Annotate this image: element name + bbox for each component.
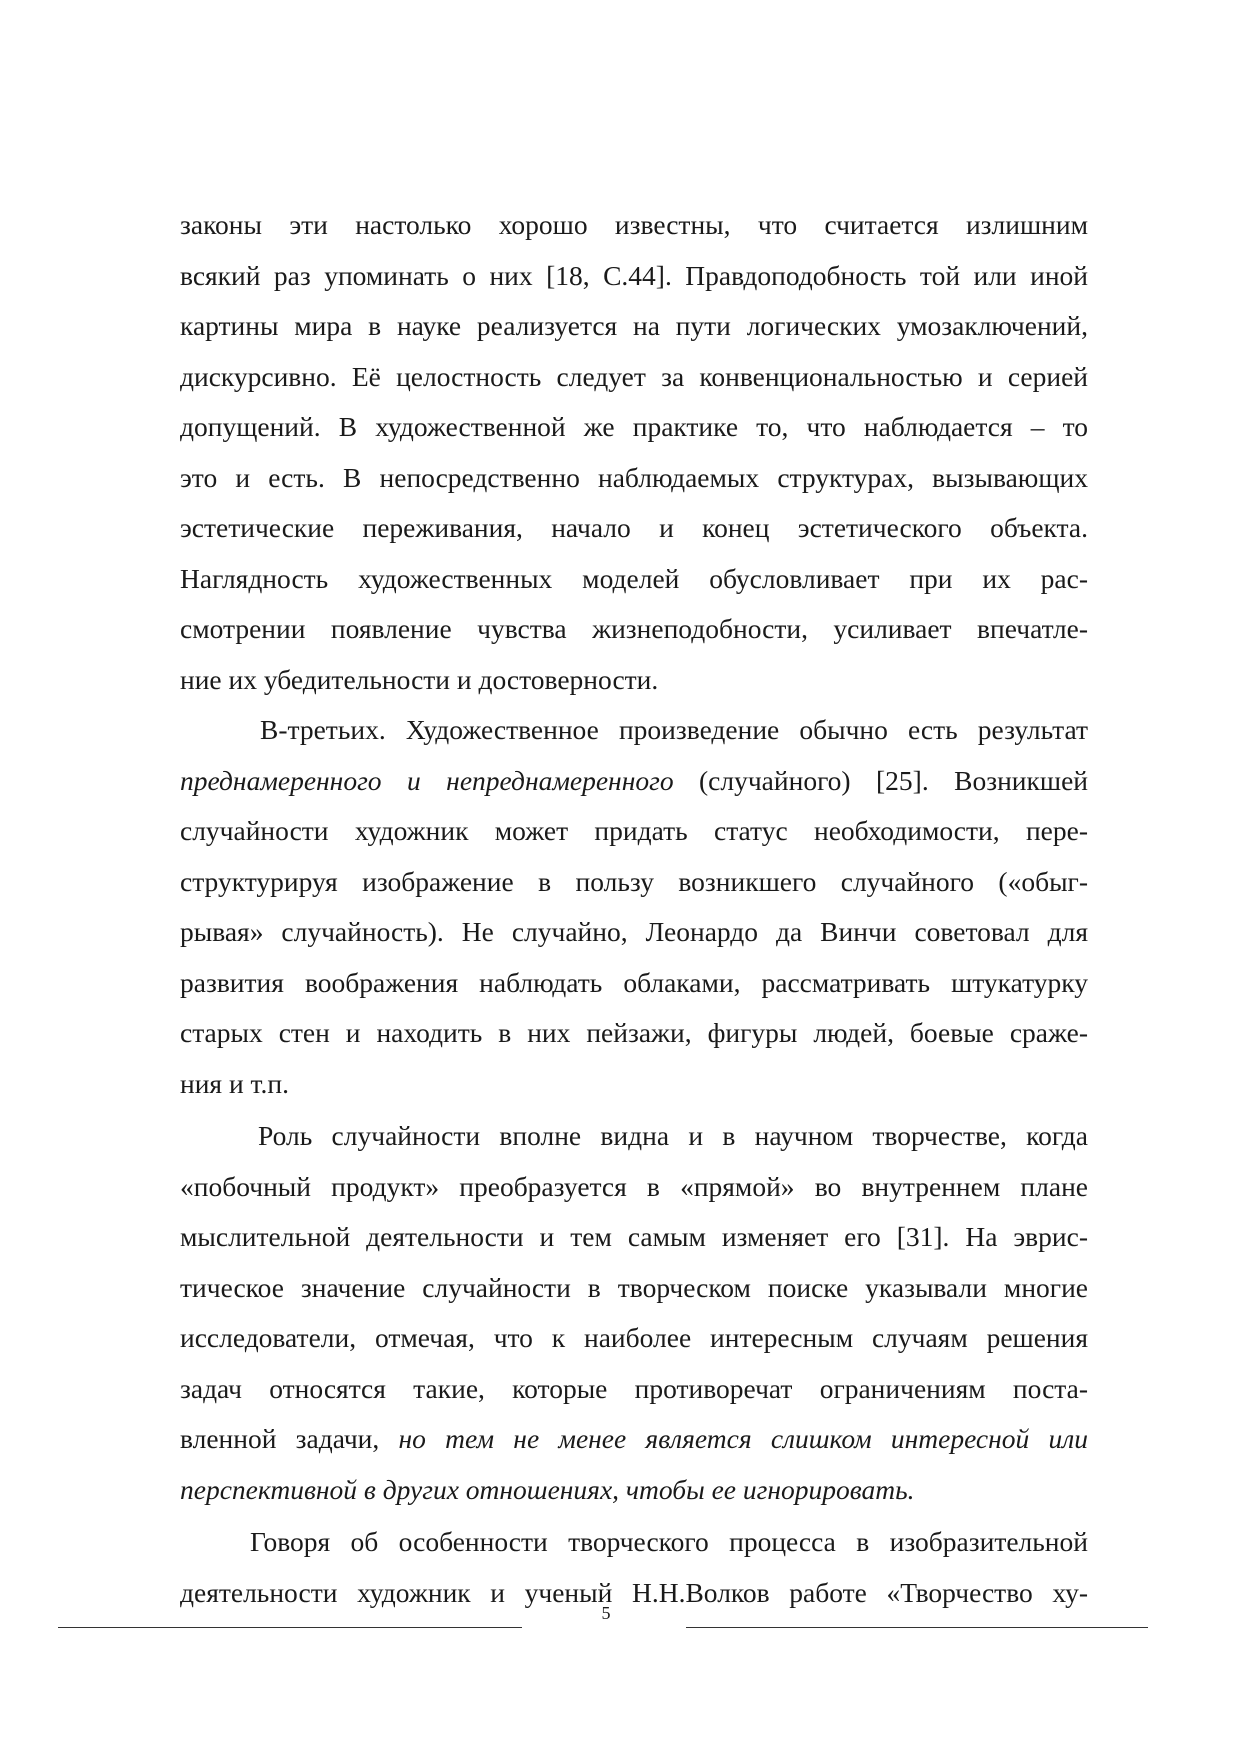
paragraph: [180, 705, 1088, 1109]
body-text: [180, 200, 1088, 1618]
text-line: законы эти настолько хорошо известны, что считается излишним: [180, 209, 1088, 240]
text-line: [180, 1465, 1088, 1516]
italic-text: перспективной в других отношениях, чтобы ее игнорировать.: [180, 1473, 915, 1505]
text-line: Наглядность художественных моделей обусловливает при их рас-: [180, 562, 1088, 594]
text-line: это и есть. В непосредственно наблюдаемых структурах, вызывающих: [180, 461, 1088, 493]
text-line: структурируя изображение в пользу возникшего случайного («обыг-: [180, 865, 1088, 897]
paragraph: [180, 200, 1088, 705]
text-span: вленной задачи,: [180, 1423, 399, 1454]
text-line: развития воображения наблюдать облаками, рассматривать штукатурку: [180, 966, 1088, 998]
text-line: В-третьих. Художественное произведение обычно есть результат: [260, 714, 1088, 745]
italic-text: преднамеренного и непреднамеренного: [180, 764, 674, 796]
text-line: ния и т.п.: [180, 1067, 289, 1099]
text-line: мыслительной деятельности и тем самым изменяет его [31]. На эврис-: [180, 1221, 1088, 1252]
paragraph: [180, 1517, 1088, 1618]
text-line: «побочный продукт» преобразуется в «прямой» во внутреннем плане: [180, 1170, 1088, 1202]
text-line: допущений. В художественной же практике то, что наблюдается – то: [180, 411, 1088, 442]
text-span: (случайного) [25]. Возникшей: [673, 764, 1088, 796]
text-line: ние их убедительности и достоверности.: [180, 663, 659, 695]
text-line: рывая» случайность). Не случайно, Леонардо да Винчи советовал для: [180, 916, 1088, 947]
text-line: дискурсивно. Её целостность следует за конвенциональностью и серией: [180, 360, 1088, 392]
text-line: Говоря об особенности творческого процесса в изобразительной: [250, 1526, 1088, 1557]
footer-divider-left: [58, 1627, 522, 1628]
text-line: [180, 1414, 1088, 1465]
text-line: задач относятся такие, которые противоречат ограничениям поста-: [180, 1372, 1088, 1404]
paragraph: [180, 1111, 1088, 1515]
text-line: случайности художник может придать статус необходимости, пере-: [180, 815, 1088, 846]
text-line: Роль случайности вполне видна и в научном творчестве, когда: [258, 1120, 1088, 1151]
italic-text: но тем не менее является слишком интересной или: [398, 1423, 1088, 1454]
text-line: исследователи, отмечая, что к наиболее интересным случаям решения: [180, 1322, 1088, 1353]
text-line: всякий раз упоминать о них [18, С.44]. Правдоподобность той или иной: [180, 259, 1088, 291]
text-line: [180, 756, 1088, 807]
text-line: тическое значение случайности в творческом поиске указывали многие: [180, 1271, 1088, 1303]
text-line: картины мира в науке реализуется на пути логических умозаключений,: [180, 310, 1088, 341]
text-line: эстетические переживания, начало и конец эстетического объекта.: [180, 512, 1088, 543]
text-line: смотрении появление чувства жизнеподобности, усиливает впечатле-: [180, 613, 1088, 644]
footer-divider-right: [686, 1627, 1148, 1628]
text-line: деятельности художник и ученый Н.Н.Волков работе «Творчество ху-: [180, 1576, 1088, 1608]
page-number: 5: [601, 1603, 611, 1623]
text-line: старых стен и находить в них пейзажи, фигуры людей, боевые сраже-: [180, 1017, 1088, 1048]
